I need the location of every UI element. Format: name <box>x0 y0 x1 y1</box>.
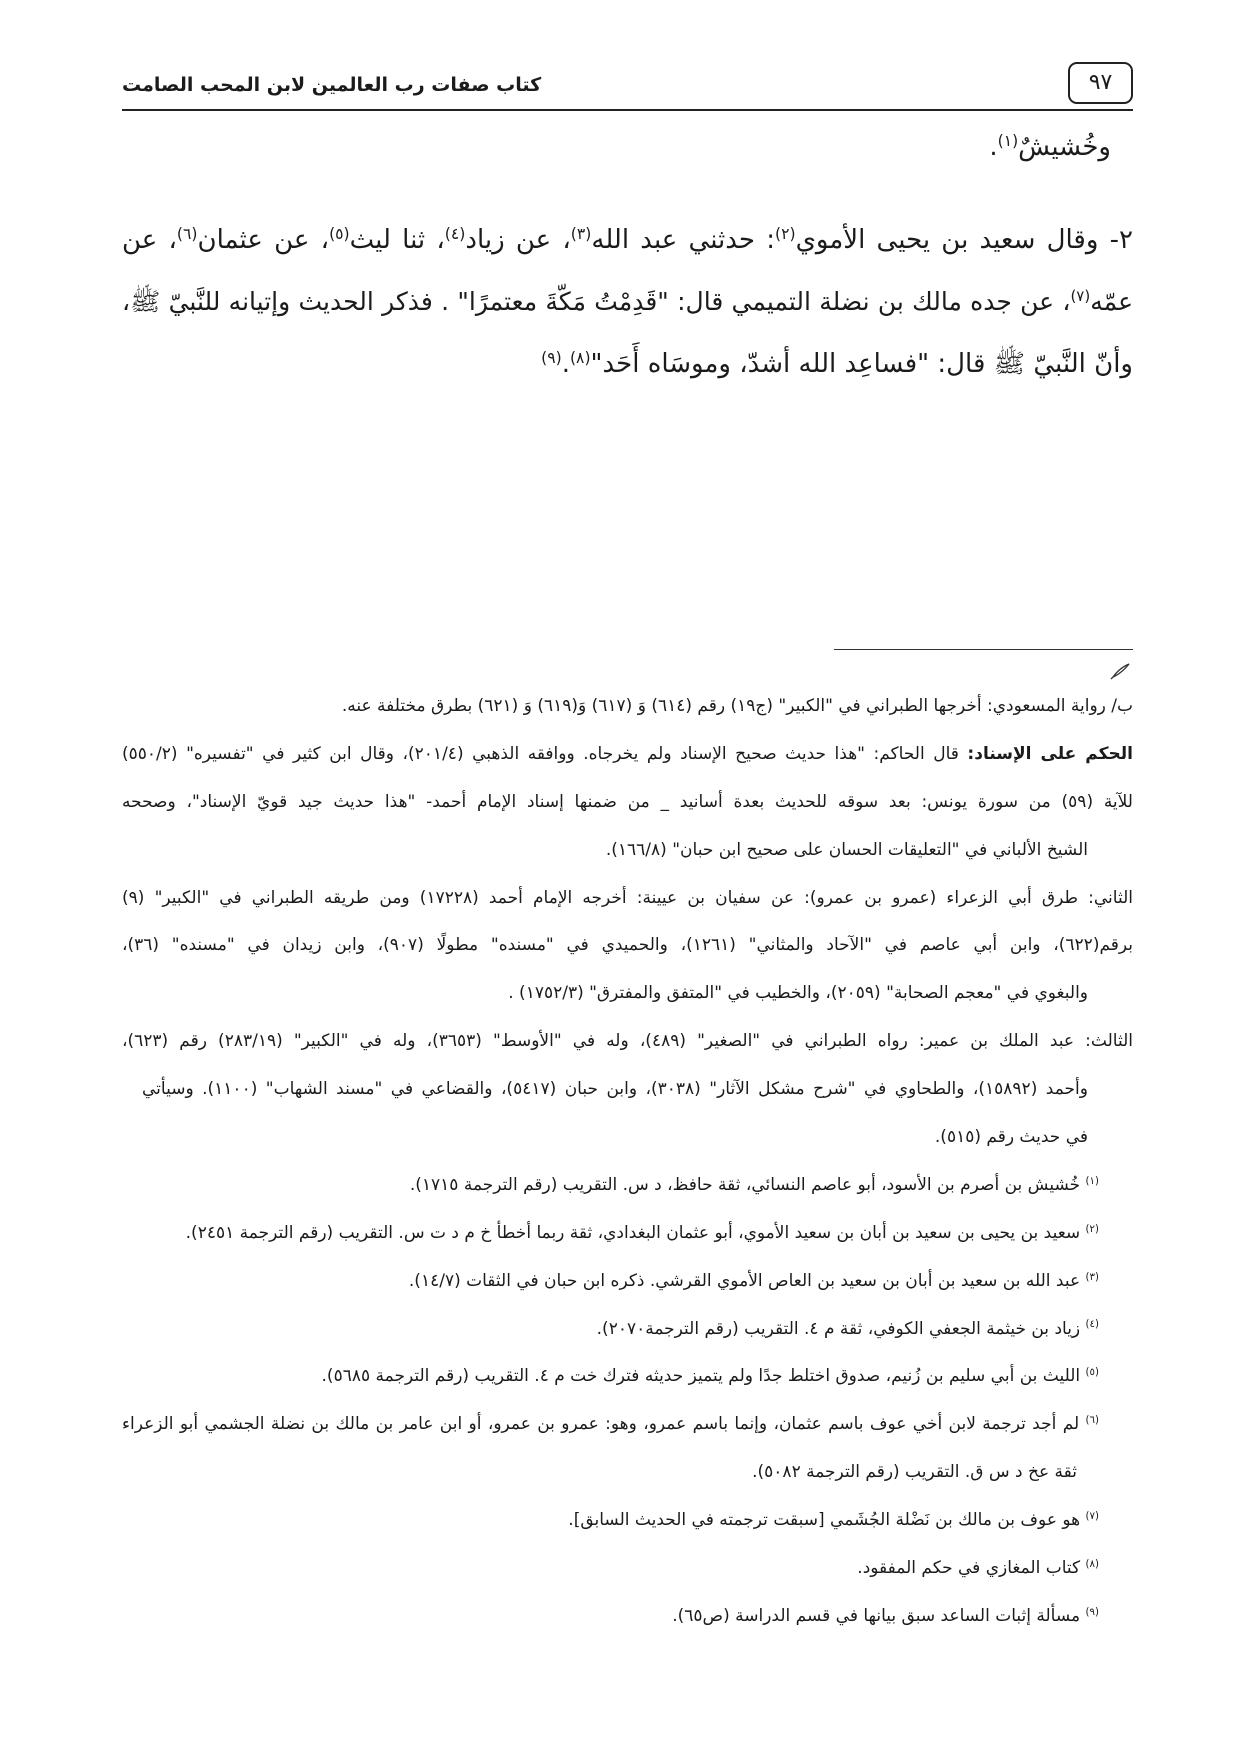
footnote-line: للآية (٥٩) من سورة يونس: بعد سوقه للحديث بعدة أسانيد _ من ضمنها إسناد الإمام أحمد- "هذا حديث جيد قويّ الإسناد"، وصححه <box>122 791 1133 812</box>
footnote-ref: (٩) <box>1085 1606 1099 1618</box>
footnote-line <box>122 1210 1133 1258</box>
quill-icon <box>1110 662 1132 680</box>
footnote-line <box>122 1258 1133 1306</box>
footnote-ref: (٣) <box>1085 1271 1099 1283</box>
body-text: عمّه <box>1090 287 1133 316</box>
footnote-text: هو عوف بن مالك بن نَضْلة الجُشَمي [سبقت ترجمته في الحديث السابق]. <box>568 1510 1086 1531</box>
footnote-text: خُشيش بن أصرم بن الأسود، أبو عاصم النسائي، ثقة حافظ، د س. التقريب (رقم الترجمة ١٧١٥). <box>409 1174 1086 1195</box>
footnote-line <box>122 1545 1133 1593</box>
footnote-ref: (٤) <box>1085 1319 1099 1331</box>
footnote-separator <box>834 649 1133 650</box>
footnote-line <box>122 1401 1133 1449</box>
footnote-ref: (٧) <box>1070 287 1091 305</box>
footnote-ref: (٢) <box>774 224 796 243</box>
body-text: ٢- وقال سعيد بن يحيى الأموي <box>795 225 1133 255</box>
footnote-text: لم أجد ترجمة لابن أخي عوف باسم عثمان، وإنما باسم عمرو، وهو: عمرو بن عمرو، أو ابن عامر بن مالك بن نضلة الجشمي أبو الزعراء <box>122 1414 1086 1435</box>
footnote-line <box>122 1353 1133 1401</box>
footnote-text: سعيد بن يحيى بن سعيد بن أبان بن سعيد الأموي، أبو عثمان البغدادي، ثقة ربما أخطأ خ م د ت س. التقريب (رقم الترجمة ٢٤٥١). <box>185 1222 1086 1243</box>
footnote-label: الحكم على الإسناد: <box>967 743 1133 764</box>
footnote-line: الثاني: طرق أبي الزعراء (عمرو بن عمرو): عن سفيان بن عيينة: أخرجه الإمام أحمد (١٧٢٢٨) ومن طريقه الطبراني في "الكبير" (٩) <box>122 887 1133 908</box>
footnote-ref: (٨) <box>1085 1558 1099 1570</box>
footnote-text: مسألة إثبات الساعد سبق بيانها في قسم الدراسة (ص٦٥). <box>672 1605 1086 1626</box>
page-number-box <box>1068 62 1133 104</box>
footnote-ref: (٢) <box>1085 1223 1099 1235</box>
body-text: وأنّ النَّبيّ ﷺ قال: "فساعِد الله أشدّ، وموسَاه أَحَد" <box>590 349 1133 379</box>
footnotes <box>122 683 1133 1641</box>
footnote-line: ثقة عخ د س ق. التقريب (رقم الترجمة ٥٠٨٢). <box>752 1462 1077 1483</box>
footnote-text: الليث بن أبي سليم بن زُنيم، صدوق اختلط جدًا ولم يتميز حديثه فترك خت م ٤. التقريب (رقم الترجمة ٥٦٨٥). <box>321 1366 1086 1387</box>
footnote-line <box>122 1497 1133 1545</box>
footnote-text: زياد بن خيثمة الجعفي الكوفي، ثقة م ٤. التقريب (رقم الترجمة٢٠٧٠). <box>596 1318 1086 1339</box>
footnote-ref: (٣) <box>570 224 592 243</box>
footnote-ref: (٩) <box>541 348 562 367</box>
body-text: : حدثني عبد الله <box>591 225 775 255</box>
body-text: وخُشيشٌ <box>1018 132 1111 162</box>
footnote-line <box>122 1162 1133 1210</box>
body-text: . <box>989 132 998 162</box>
running-header-title: كتاب صفات رب العالمين لابن المحب الصامت <box>122 74 542 96</box>
footnote-ref: (٨) <box>569 348 591 367</box>
footnote-ref: (٦) <box>176 224 198 243</box>
footnote-line: وأحمد (١٥٨٩٢)، والطحاوي في "شرح مشكل الآثار" (٣٠٣٨)، وابن حبان (٥٤١٧)، والقضاعي في "مسند الشهاب" (١١٠٠). وسيأتي <box>142 1079 1088 1100</box>
body-line <box>122 271 1133 333</box>
body-line <box>122 209 1133 271</box>
body-line <box>122 333 1133 395</box>
footnote-line <box>122 1593 1133 1641</box>
body-text: ، عن <box>122 225 177 255</box>
footnote-line <box>122 1306 1133 1354</box>
footnote-line: والبغوي في "معجم الصحابة" (٢٠٥٩)، والخطيب في "المتفق والمفترق" (١٧٥٢/٣) . <box>508 983 1088 1004</box>
body-text: . <box>561 349 570 379</box>
body-text: ، عن زياد <box>465 225 571 255</box>
footnote-ref: (٥) <box>329 224 350 243</box>
footnote-line: برقم(٦٢٢)، وابن أبي عاصم في "الآحاد والمثاني" (١٢٦١)، والحميدي في "مسنده" مطولًا (٩٠٧)، وابن زيدان في "مسنده" (٣٦)، <box>122 935 1133 956</box>
footnote-text: كتاب المغازي في حكم المفقود. <box>857 1558 1086 1579</box>
footnote-line: الثالث: عبد الملك بن عمير: رواه الطبراني في "الصغير" (٤٨٩)، وله في "الأوسط" (٣٦٥٣)، وله في "الكبير" (٢٨٣/١٩) رقم (٦٢٣)، <box>122 1031 1133 1052</box>
footnote-text: قال الحاكم: "هذا حديث صحيح الإسناد ولم يخرجاه. ووافقه الذهبي (٢٠١/٤)، وقال ابن كثير في "تفسيره" (٥٥٠/٢) <box>122 743 968 764</box>
footnote-line: ب/ رواية المسعودي: أخرجها الطبراني في "الكبير" (ج١٩) رقم (٦١٤) وَ (٦١٧) وَ(٦١٩) وَ (٦٢١) بطرق مختلفة عنه. <box>341 696 1133 716</box>
footnote-ref: (١) <box>1085 1175 1099 1187</box>
footnote-line <box>122 731 1133 779</box>
footnote-ref: (٦) <box>1085 1415 1099 1427</box>
footnote-ref: (٧) <box>1085 1511 1099 1523</box>
body-text: ، عن عثمان <box>197 225 330 255</box>
footnote-ref: (١) <box>997 131 1019 150</box>
footnote-line: في حديث رقم (٥١٥). <box>934 1127 1088 1148</box>
body-text: ، عن جده مالك بن نضلة التميمي قال: "قَدِمْتُ مَكّةَ معتمرًا" . فذكر الحديث وإتيانه للنَّبيّ ﷺ، <box>122 287 1071 316</box>
page-number: ٩٧ <box>1088 70 1113 95</box>
footnote-text: عبد الله بن سعيد بن أبان بن سعيد بن العاص الأموي القرشي. ذكره ابن حبان في الثقات (١٤/٧). <box>408 1270 1086 1291</box>
header-rule <box>122 109 1133 111</box>
body-text: ، ثنا ليث <box>349 225 445 255</box>
footnote-line: الشيخ الألباني في "التعليقات الحسان على صحيح ابن حبان" (١٦٦/٨). <box>605 839 1088 860</box>
footnote-ref: (٤) <box>444 224 466 243</box>
body-line <box>122 116 1133 178</box>
footnote-ref: (٥) <box>1085 1367 1099 1379</box>
